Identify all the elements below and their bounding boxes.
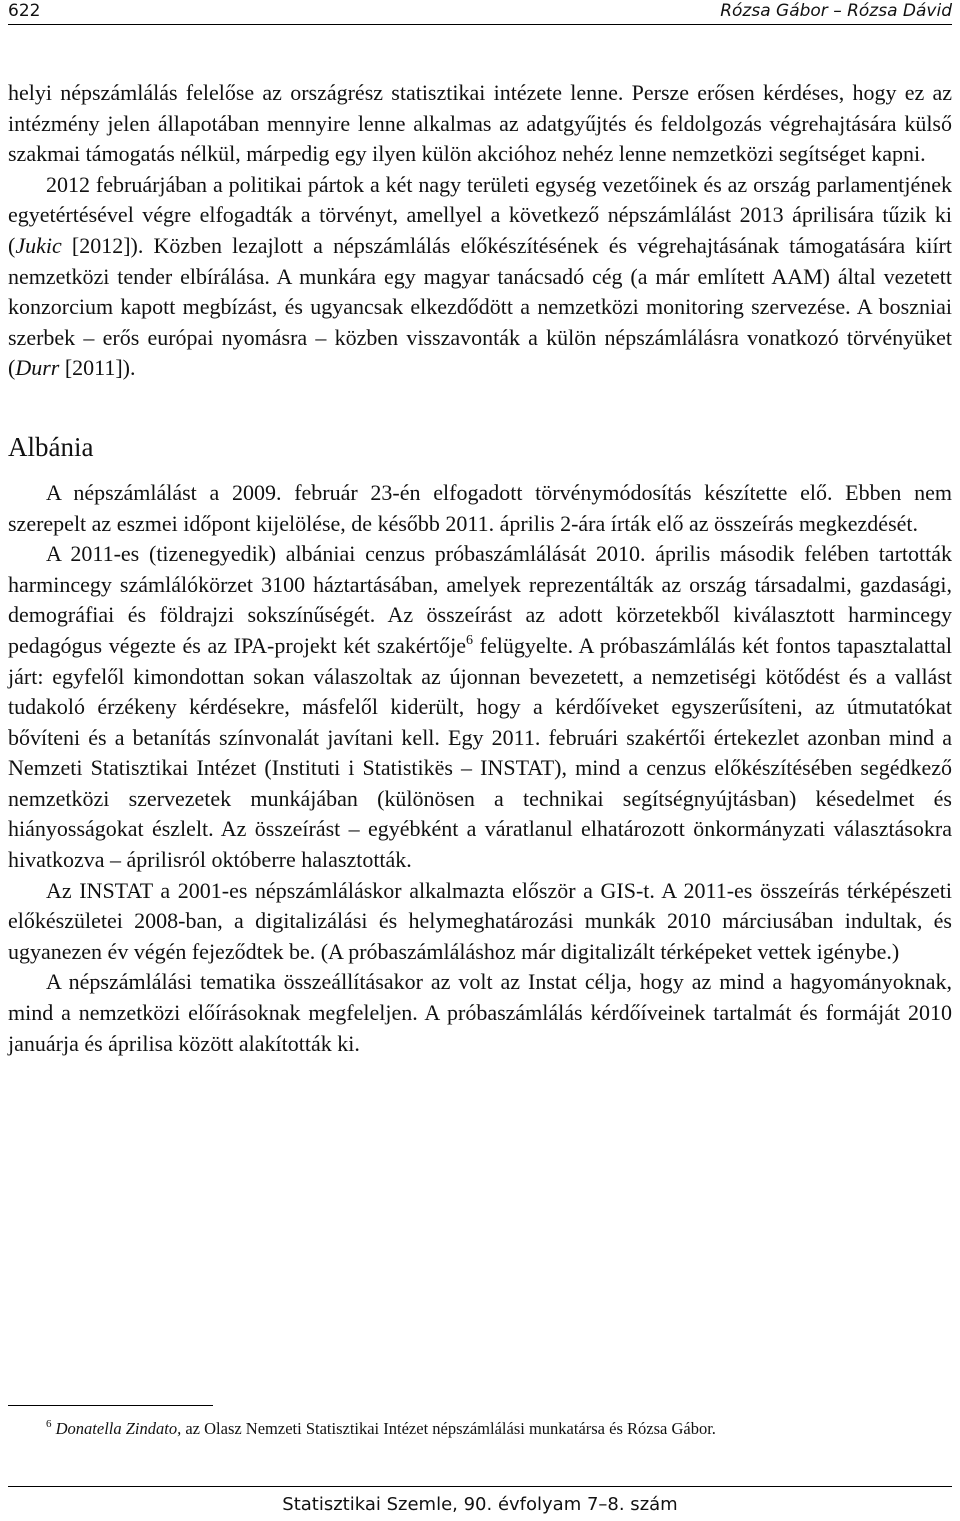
footnote-person: Donatella Zindato, bbox=[55, 1419, 182, 1438]
paragraph-albania-gis: Az INSTAT a 2001-es népszámláláskor alkalmazta először a GIS-t. A 2011-es összeírás térképészeti előkészületei 2008-ban, a digitalizálási és helymeghatározási munkák 2010 márciusában indultak, és ugyanezen év végén fejeződtek be. (A próbaszámláláshoz már digitalizált térképeket vettek igénybe.) bbox=[8, 877, 952, 964]
paragraph-text: 2012 februárjában a politikai pártok a két nagy területi egység vezetőinek és az ország parlamentjének egyetértésével végre elfogadták a törvényt, amellyel a következő népszámlálást 2013 áprilisára tűzik ki ( bbox=[8, 171, 952, 258]
paragraph-albania-pilot bbox=[8, 539, 952, 876]
citation-author: Durr bbox=[15, 355, 60, 381]
section-heading: Albánia bbox=[8, 431, 94, 462]
paragraph-text: [2011]). bbox=[59, 355, 136, 381]
footnote-reference: 6 bbox=[466, 632, 473, 648]
footnote bbox=[8, 1418, 952, 1440]
main-text bbox=[8, 78, 952, 1059]
header-divider bbox=[8, 24, 952, 25]
paragraph-bosnia-2012 bbox=[8, 170, 952, 384]
running-header bbox=[8, 0, 952, 22]
paragraph-continued bbox=[8, 78, 952, 170]
paragraph-text: felügyelte. A próbaszámlálás két fontos tapasztalattal járt: egyfelől kimondottan sokan válaszoltak az újonnan bevezetett, a nemzetiségi kötődést és a vallást tudakoló érzékeny kérdésekre, másfelől kiderült, hogy a kérdőíveket egyszerűsíteni, az útmutatókat bővíteni és a betanítás színvonalát javítani kell. Egy 2011. februári szakértői értekezlet azonban mind a Nemzeti Statisztikai Intézet (Instituti i Statistikës – INSTAT), mind a cenzus előkészítésében segédkező nemzetközi szervezetek munkájában (különösen a technikai segítségnyújtásban) késedelmet és hiányosságokat észlelt. Az összeírást – egyébként a váratlanul elhatározott önkormányzati választásokra hivatkozva – áprilisról októberre halasztották. bbox=[8, 632, 952, 873]
footnote-divider bbox=[8, 1405, 213, 1406]
paragraph-albania-thematics: A népszámlálási tematika összeállításakor az volt az Instat célja, hogy az mind a hagyományoknak, mind a nemzetközi előírásoknak megfeleljen. A próbaszámlálás kérdőíveinek tartalmát és formáját 2010 januárja és áprilisa között alakították ki. bbox=[8, 969, 952, 1056]
footnote-mark: 6 bbox=[46, 1418, 52, 1430]
paragraph-text: [2012]). Közben lezajlott a népszámlálás előkészítésének és végrehajtásának támogatására kiírt nemzetközi tender elbírálása. A munkára egy magyar tanácsadó cég (a már említett AAM) által vezetett konzorcium kapott megbízást, és ugyancsak elkezdődött a nemzetközi monitoring szervezése. A boszniai szerbek – erős európai nyomásra – közben visszavonták a külön népszámlálásra vonatkozó törvényüket ( bbox=[8, 232, 952, 381]
footer-divider bbox=[8, 1486, 952, 1487]
citation-author: Jukic bbox=[15, 232, 62, 258]
footnote-text: az Olasz Nemzeti Statisztikai Intézet népszámlálási munkatársa és Rózsa Gábor. bbox=[181, 1419, 716, 1438]
paragraph-text: helyi népszámlálás felelőse az országrész statisztikai intézete lenne. Persze erősen kérdéses, hogy ez az intézmény jelen állapotában mennyire lenne alkalmas az adatgyűjtés és feldolgozás végrehajtására külső szakmai támogatás nélkül, márpedig egy ilyen külön akcióhoz nehéz lenne nemzetközi segítséget kapni. bbox=[8, 80, 952, 167]
paragraph-albania-intro: A népszámlálást a 2009. február 23-én elfogadott törvénymódosítás készítette elő. Ebben nem szerepelt az eszmei időpont kijelölése, de később 2011. április 2-ára írták elő az összeírás megkezdését. bbox=[8, 479, 952, 536]
paragraph-text: A 2011-es (tizenegyedik) albániai cenzus próbaszámlálását 2010. április második felében tartották harmincegy számlálókörzet 3100 háztartásában, amelyek reprezentálták az ország társadalmi, gazdasági, demográfiai és földrajzi sokszínűségét. Az összeírást az adott körzetekből kiválasztott harmincegy pedagógus végezte és az IPA-projekt két szakértője bbox=[8, 541, 952, 658]
running-header-authors: Rózsa Gábor – Rózsa Dávid bbox=[720, 1, 952, 21]
journal-footer: Statisztikai Szemle, 90. évfolyam 7–8. szám bbox=[282, 1494, 678, 1515]
page-number: 622 bbox=[8, 1, 41, 21]
